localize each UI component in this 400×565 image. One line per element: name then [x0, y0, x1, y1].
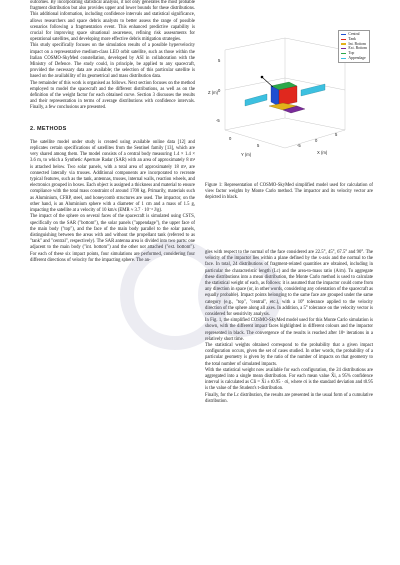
z-axis-label: Z (m)	[208, 90, 218, 95]
x-tick-neg: -5	[297, 143, 301, 148]
y-tick-0: 0	[229, 136, 232, 141]
section-heading-methods: 2. METHODS	[30, 125, 67, 132]
right-paragraph-4: With the statistical weight now available for each configuration, the 24 distributions are aggregated into a single mean distribution. For each mean value X̄i, a 95% confidence interval is calculated as CIi = X̄i ± t0.95 · σi, where σi is the standard deviation and t0.95 is the value of the Student's t-distribution.	[205, 367, 373, 392]
right-paragraph-2: In Fig. 1, the simplified COSMO-SkyMed model used for this Monte Carlo simulation is shown, with the different impact faces highlighted in different colours and the impactor represented in black. The convergence of the results is reached after 10⁶ iterations in a relatively short time.	[205, 318, 373, 342]
figure-1	[205, 30, 373, 180]
right-paragraph-3: The statistical weights obtained correspond to the probability that a given impact configuration occurs, given the set of cases studied. In other words, the probability of a particular geometry is given by the ratio of the number of impacts on that geometry to the total number of simulated impacts.	[205, 343, 373, 367]
x-axis-label: X (m)	[317, 150, 328, 155]
legend-item-tank: Tank	[341, 37, 367, 42]
plot-legend	[338, 30, 370, 63]
legend-item-appendage: Appendage	[341, 56, 367, 61]
x-tick-zero: 0	[315, 138, 318, 143]
intro-paragraph-2: This study specifically focuses on the simulation results of a possible hypervelocity impact on a representative medium-class LEO orbit satellite, such as those within the Italian COSMO-SkyMed constellation, developed by ASI in collaboration with the Ministry of Defence. The study could, in principle, be applied to any spacecraft, provided the necessary data are available; the selection of this particular satellite is based on the availability of its geometrical and mass distribution data.	[30, 43, 195, 80]
right-paragraph-1: gles with respect to the normal of the face considered are 22.5°, 45°, 67.5° and 90°. The velocity of the impactor lies within a plane defined by the x-axis and the normal to the face. In total, 24 distributions of fragment-related quantities are obtained, including in particular the characteristic length (Lc) and the area-to-mass ratio (A/m). To aggregate these distributions into a mean distribution, the Monte Carlo method is used to calculate the statistical weight of each, as follows: it is assumed that the impactor could come from any direction in space (or, in other words, considering any orientation of the spacecraft as equally probable). Impact points belonging to the same face are grouped under the same category (e.g., "top", "central", etc.), with a 10° tolerance applied to the velocity direction of the sphere along all axes. In addition, a 5° tolerance on the velocity vector is considered for sensitivity analysis.	[205, 250, 373, 318]
right-paragraph-5: Finally, for the Lc distribution, the results are presented in the usual form of a cumulative distribution.	[205, 392, 373, 404]
legend-item-top: Top	[341, 51, 367, 56]
impactor-sphere	[261, 76, 264, 79]
legend-item-central: Central	[341, 32, 367, 37]
legend-item-ext-bottom: Ext. Bottom	[341, 46, 367, 51]
figure-caption: Figure 1: Representation of COSMO-SkyMed simplified model used for calculation of view factor weights by Monte Carlo method. The impactor and its velocity vector are depicted in black.	[205, 183, 373, 201]
watermark-logo	[120, 230, 300, 360]
left-column	[30, 0, 195, 264]
intro-paragraph-3: The remainder of this work is organised as follows. Next section focuses on the method employed to model the spacecraft and the different distributions, as well as on the definition of the weight factor for each obtained curve. Section 3 discusses the results and their representation in terms of average distributions with confidence intervals. Finally, a few conclusions are presented.	[30, 80, 195, 111]
z-tick-mid: 0	[218, 88, 221, 93]
intro-paragraph-1: outcomes. By incorporating statistical analysis, it not only generates the most probable fragment distribution but also provides upper and lower bounds for these distributions. This additional information, including confidence intervals and statistical significance, allows researchers and space debris analysts to better assess the range of possible scenarios following a fragmentation event. This enhanced predictive capability is crucial for improving space situational awareness, refining risk assessments for operational satellites, and developing more effective debris mitigation strategies.	[30, 0, 195, 43]
y-tick-5: 5	[257, 143, 260, 148]
y-axis-label: Y (m)	[241, 152, 252, 157]
legend-item-int-bottom: Int. Bottom	[341, 42, 367, 47]
methods-paragraph-1: The satellite model under study is created using available online data [12] and replicates certain specifications of satellites from the Sentinel family [13], which are very shared among them. The model consists of a central body measuring 1.4 × 1.4 × 3.6 m, to which a Synthetic Aperture Radar (SAR) with an area of approximately 8 m² is attached below. Two solar panels, with a total area of approximately 18 m², are connected laterally via trusses. Additional components are incorporated to recreate typical features, such as the tank, antennas, trusses, internal walls, reaction wheels, and electronics grouped in boxes. Each object is assigned a thickness and material to ensure compliance with the total mass constraint of around 1700 kg. Primarily, materials such as Aluminium, CFRP, steel, and honeycomb structures are used. The impactor, on the other hand, is an Aluminium sphere with a diameter of 1 cm and a mass of 1.5 g, impacting the satellite at a velocity of 10 km/s (EMR ≈ 3.7 · 10⁻² J/g).	[30, 139, 195, 214]
z-tick-bottom: -5	[216, 118, 220, 123]
methods-paragraph-2: The impact of the sphere on several faces of the spacecraft is simulated using CSTS, specifically on the SAR ("bottom"), the solar panels ("appendage"), the upper face of the main body ("top"), and the face of the main body parallel to the solar panels, distinguishing between the areas with and without the propellant tank (referred to as "tank" and "central", respectively). The SAR antenna area is divided into two parts: one adjacent to the main body ("int. bottom") and the other not attached ("ext. bottom"). For each of these six impact points, four simulations are performed, considering four different directions of velocity for the impacting sphere. The an-	[30, 214, 195, 263]
x-tick-pos: 5	[335, 132, 338, 137]
z-tick-top: 5	[218, 58, 221, 63]
impactor-velocity-vector	[263, 78, 273, 87]
